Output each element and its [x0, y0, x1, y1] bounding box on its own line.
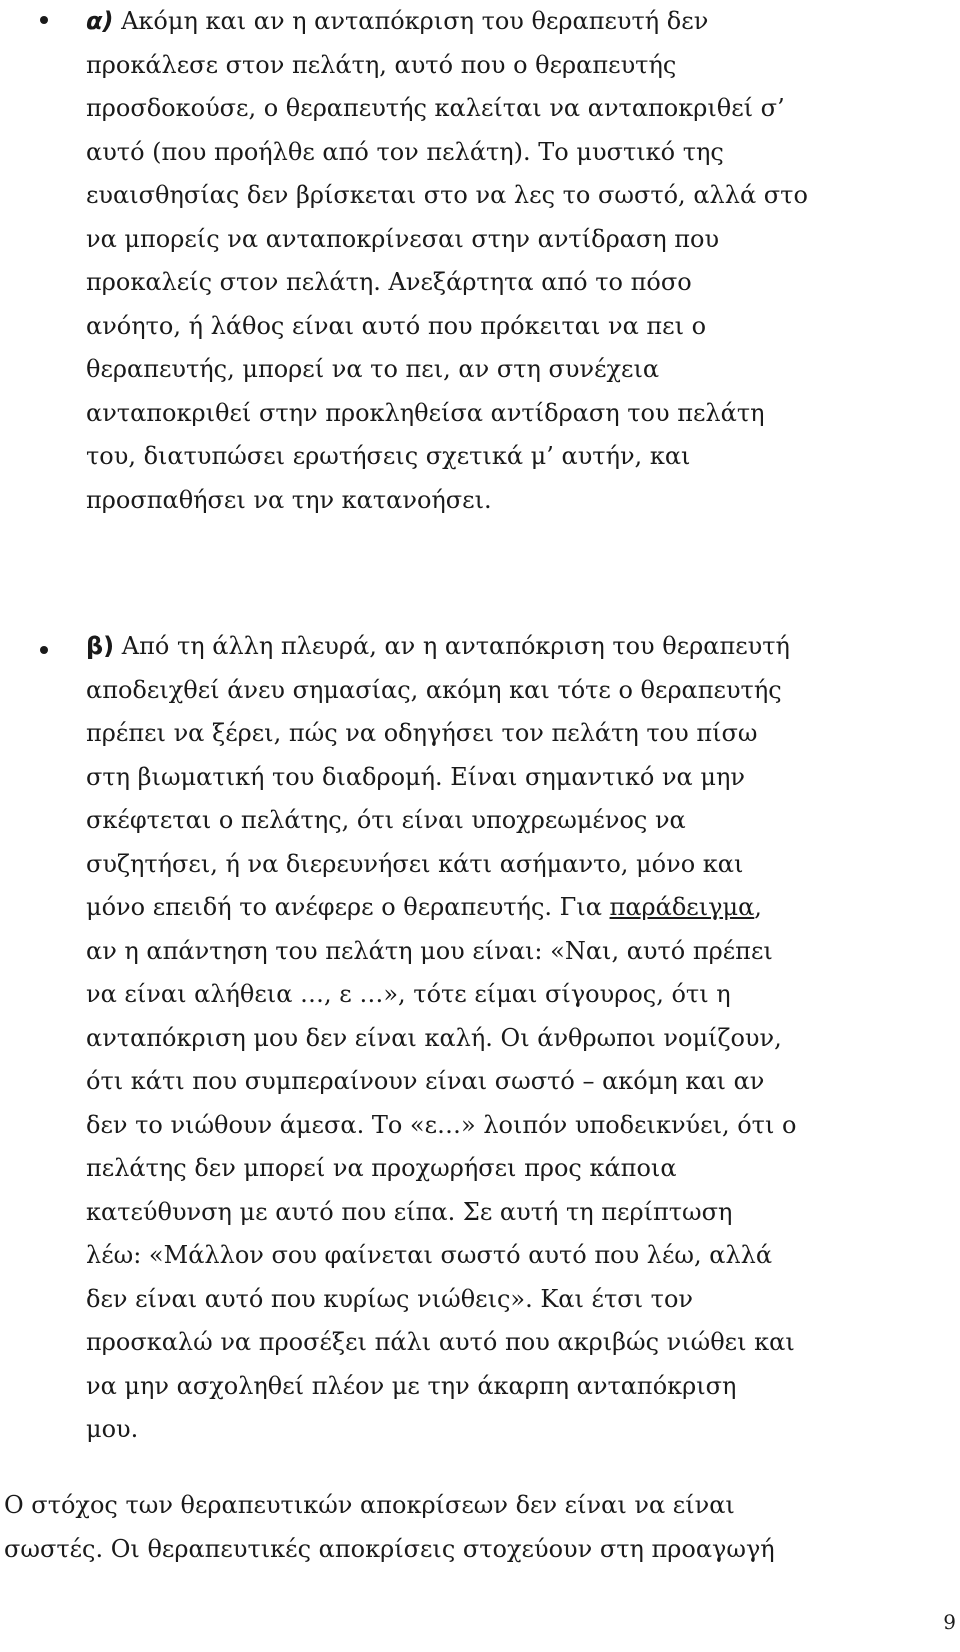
closing-paragraph: Ο στόχος των θεραπευτικών αποκρίσεων δεν είναι να είναι σωστές. Οι θεραπευτικές αποκρίσεις στοχεύουν στη προαγωγή — [4, 1491, 775, 1563]
bullet-dot-icon — [40, 16, 48, 24]
paragraph-text-b-start: Από τη άλλη πλευρά, αν η ανταπόκριση του θεραπευτή αποδειχθεί άνευ σημασίας, ακόμη και τότε ο θεραπευτής πρέπει να ξέρει, πώς να οδηγήσει τον πελάτη του πίσω στη βιωματική του διαδρομή. Είναι σημαντικό να μην σκέφτεται ο πελάτης, ότι είναι υποχρεωμένος να συζητήσει, ή να διερευνήσει κάτι ασήμαντο, μόνο και μόνο επειδή το ανέφερε ο θεραπευτής. Για — [86, 632, 790, 921]
bullet-paragraph-a — [86, 0, 952, 522]
paragraph-label-a: α) — [86, 7, 114, 35]
page-number: 9 — [943, 1610, 956, 1634]
paragraph-label-b: β) — [86, 632, 115, 660]
paragraph-text-b-end: , αν η απάντηση του πελάτη μου είναι: «Ναι, αυτό πρέπει να είναι αλήθεια …, ε …», τότε είμαι σίγουρος, ότι η ανταπόκριση μου δεν είναι καλή. Οι άνθρωποι νομίζουν, ότι κάτι που συμπεραίνουν είναι σωστό – ακόμη και αν δεν το νιώθουν άμεσα. Το «ε…» λοιπόν υποδεικνύει, ότι ο πελάτης δεν μπορεί να προχωρήσει προς κάποια κατεύθυνση με αυτό που είπα. Σε αυτή τη περίπτωση λέω: «Μάλλον σου φαίνεται σωστό αυτό που λέω, αλλά δεν είναι αυτό που κυρίως νιώθεις». Και έτσι τον προσκαλώ να προσέξει πάλι αυτό που ακριβώς νιώθει και να μην ασχοληθεί πλέον με την άκαρπη ανταπόκριση μου. — [86, 893, 797, 1443]
bullet-paragraph-b — [86, 625, 952, 1452]
bullet-dot-icon — [40, 646, 48, 654]
underlined-word: παράδειγμα — [609, 893, 755, 921]
paragraph-text-a: Ακόμη και αν η ανταπόκριση του θεραπευτή δεν προκάλεσε στον πελάτη, αυτό που ο θεραπευτής προσδοκούσε, ο θεραπευτής καλείται να ανταποκριθεί σ’ αυτό (που προήλθε από τον πελάτη). Το μυστικό της ευαισθησίας δεν βρίσκεται στο να λες το σωστό, αλλά στο να μπορείς να ανταποκρίνεσαι στην αντίδραση που προκαλείς στον πελάτη. Ανεξάρτητα από το πόσο ανόητο, ή λάθος είναι αυτό που πρόκειται να πει ο θεραπευτής, μπορεί να το πει, αν στη συνέχεια ανταποκριθεί στην προκληθείσα αντίδραση του πελάτη του, διατυπώσει ερωτήσεις σχετικά μ’ αυτήν, και προσπαθήσει να την κατανοήσει. — [86, 7, 808, 514]
